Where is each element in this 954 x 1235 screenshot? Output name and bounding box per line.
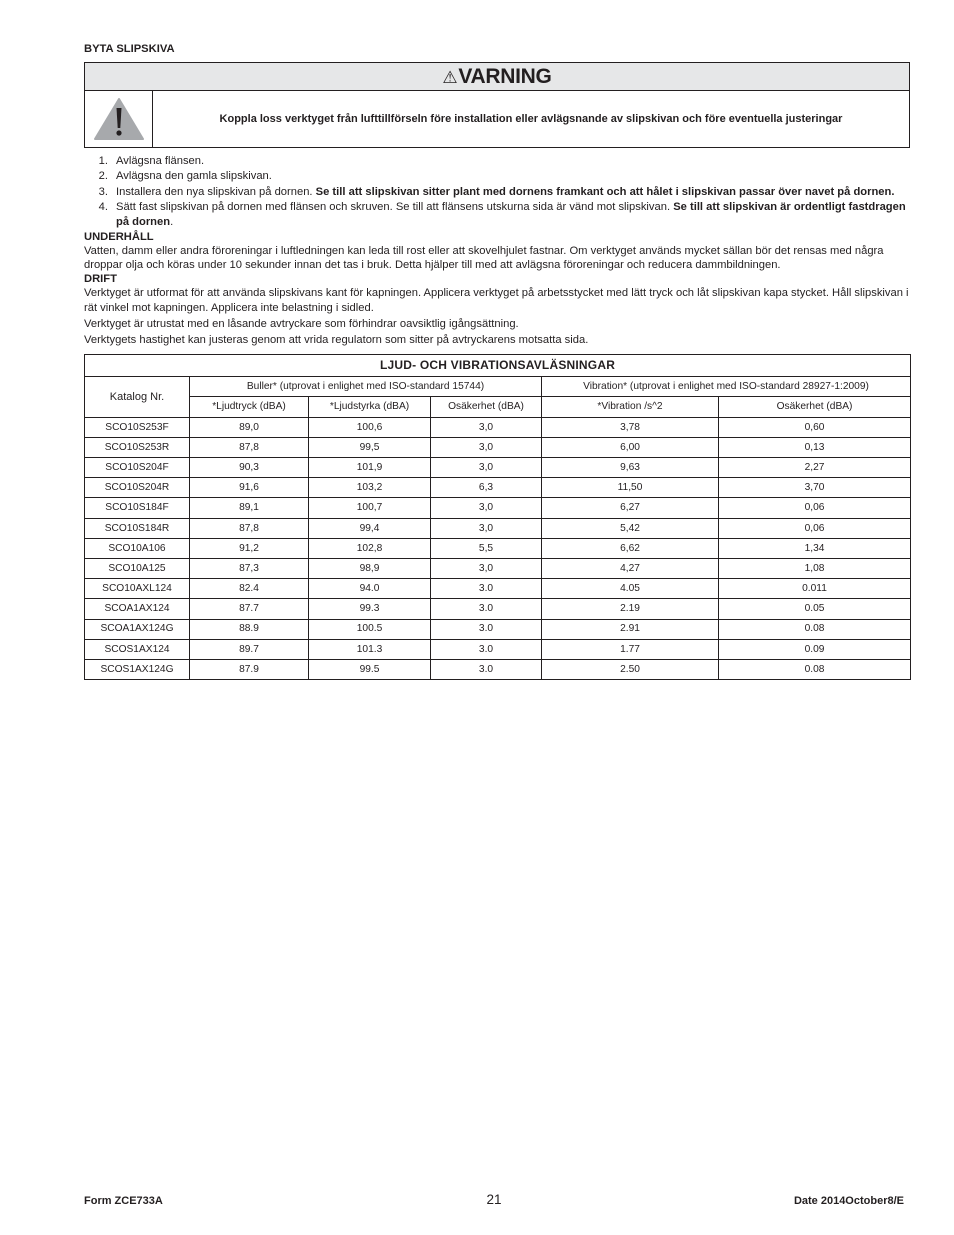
underhall-heading: UNDERHÅLL [84, 231, 154, 244]
table-row [85, 498, 911, 518]
value-cell: 0.08 [719, 619, 911, 639]
value-cell: 88.9 [190, 619, 309, 639]
value-cell: 103,2 [309, 478, 431, 498]
table-row [85, 659, 911, 679]
table-row [85, 538, 911, 558]
table-row [85, 599, 911, 619]
step-text-tail: . [170, 215, 174, 228]
value-cell: 87,3 [190, 558, 309, 578]
drift-paragraph: Verktyget är utformat för att använda slipskivans kant för kapningen. Applicera verktyget på arbetsstycket med lätt tryck och låt slipskivan kapa stycket. Håll slipskivan i rät vinkel mot kapningen. Applicera inte belastning i sidled. [84, 287, 909, 314]
katalog-cell: SCOA1AX124G [85, 619, 190, 639]
value-cell: 3.0 [431, 599, 542, 619]
katalog-cell: SCO10S184R [85, 518, 190, 538]
sub-header: *Vibration /s^2 [542, 397, 719, 417]
value-cell: 99,5 [309, 437, 431, 457]
sub-header: Osäkerhet (dBA) [431, 397, 542, 417]
value-cell: 90,3 [190, 458, 309, 478]
step-text [116, 185, 910, 199]
vibration-header: Vibration* (utprovat i enlighet med ISO-standard 28927-1:2009) [542, 377, 911, 397]
step-text-plain: Installera den nya slipskivan på dornen. [116, 185, 316, 198]
table-body [85, 417, 911, 679]
value-cell: 3.0 [431, 619, 542, 639]
value-cell: 3.0 [431, 659, 542, 679]
table-row [85, 579, 911, 599]
value-cell: 87,8 [190, 518, 309, 538]
value-cell: 0,60 [719, 417, 911, 437]
steps-list [84, 154, 910, 229]
value-cell: 2.50 [542, 659, 719, 679]
katalog-cell: SCO10S253F [85, 417, 190, 437]
value-cell: 3,0 [431, 518, 542, 538]
value-cell: 3,0 [431, 498, 542, 518]
step-text [116, 200, 910, 229]
step-text-bold: Se till att slipskivan är ordentligt fastdragen på dornen [116, 201, 906, 228]
value-cell: 9,63 [542, 458, 719, 478]
value-cell: 3,70 [719, 478, 911, 498]
katalog-cell: SCO10S184F [85, 498, 190, 518]
drift-paragraph: Verktygets hastighet kan justeras genom att vrida regulatorn som sitter på avtryckarens motsatta sida. [84, 334, 589, 347]
value-cell: 91,2 [190, 538, 309, 558]
value-cell: 6,62 [542, 538, 719, 558]
step-number: 4. [98, 201, 108, 214]
sound-vibration-table [84, 354, 911, 680]
value-cell: 100,6 [309, 417, 431, 437]
page-content [84, 42, 910, 680]
warning-box [84, 62, 910, 148]
table-row [85, 417, 911, 437]
value-cell: 2.91 [542, 619, 719, 639]
value-cell: 3,0 [431, 558, 542, 578]
value-cell: 1,34 [719, 538, 911, 558]
katalog-cell: SCOA1AX124 [85, 599, 190, 619]
value-cell: 11,50 [542, 478, 719, 498]
step-item [84, 185, 910, 199]
sub-header: *Ljudstyrka (dBA) [309, 397, 431, 417]
value-cell: 102,8 [309, 538, 431, 558]
value-cell: 1,08 [719, 558, 911, 578]
value-cell: 0.05 [719, 599, 911, 619]
table-row [85, 558, 911, 578]
value-cell: 91,6 [190, 478, 309, 498]
value-cell: 0.011 [719, 579, 911, 599]
buller-header: Buller* (utprovat i enlighet med ISO-standard 15744) [190, 377, 542, 397]
underhall-text: Vatten, damm eller andra föroreningar i luftledningen kan leda till rost eller att skovelhjulet fastnar. Om verktyget används mycket sällan bör det rensas med några droppar olja och köras under 10 sekunder innan det tas i bruk. Detta hjälper till med att avlägsna föroreningar och reducera dammbildningen. [84, 245, 884, 272]
step-number: 3. [98, 185, 108, 198]
value-cell: 2,27 [719, 458, 911, 478]
step-text-bold: Se till att slipskivan sitter plant med dornens framkant och att hålet i slipskivan passar över navet på dornen. [315, 185, 895, 198]
value-cell: 3.0 [431, 639, 542, 659]
exclamation-triangle-icon [93, 97, 145, 141]
value-cell: 89,1 [190, 498, 309, 518]
value-cell: 6,3 [431, 478, 542, 498]
warning-triangle-icon: ⚠ [442, 68, 458, 87]
table-title: LJUD- OCH VIBRATIONSAVLÄSNINGAR [85, 355, 911, 377]
value-cell: 3,78 [542, 417, 719, 437]
value-cell: 0.08 [719, 659, 911, 679]
warning-text: Koppla loss verktyget från lufttillförseln före installation eller avlägsnande av slipskivan och före eventuella justeringar [219, 112, 843, 125]
value-cell: 89,0 [190, 417, 309, 437]
value-cell: 6,00 [542, 437, 719, 457]
value-cell: 99.3 [309, 599, 431, 619]
value-cell: 3,0 [431, 458, 542, 478]
sub-header: Osäkerhet (dBA) [719, 397, 911, 417]
step-text [116, 169, 910, 183]
value-cell: 99.5 [309, 659, 431, 679]
warning-header [85, 63, 909, 91]
value-cell: 89.7 [190, 639, 309, 659]
step-item [84, 200, 910, 229]
katalog-cell: SCO10S204R [85, 478, 190, 498]
katalog-cell: SCO10S253R [85, 437, 190, 457]
step-item [84, 169, 910, 183]
katalog-cell: SCO10AXL124 [85, 579, 190, 599]
value-cell: 0,13 [719, 437, 911, 457]
katalog-cell: SCO10A106 [85, 538, 190, 558]
value-cell: 100,7 [309, 498, 431, 518]
katalog-header: Katalog Nr. [85, 377, 190, 417]
step-text-plain: Avlägsna den gamla slipskivan. [116, 170, 272, 183]
value-cell: 98,9 [309, 558, 431, 578]
value-cell: 101,9 [309, 458, 431, 478]
value-cell: 1.77 [542, 639, 719, 659]
value-cell: 99,4 [309, 518, 431, 538]
step-item [84, 154, 910, 168]
value-cell: 5,42 [542, 518, 719, 538]
value-cell: 82.4 [190, 579, 309, 599]
step-number: 2. [98, 170, 108, 183]
value-cell: 100.5 [309, 619, 431, 639]
katalog-cell: SCOS1AX124G [85, 659, 190, 679]
value-cell: 6,27 [542, 498, 719, 518]
section-title: BYTA SLIPSKIVA [84, 43, 175, 55]
step-text [116, 154, 910, 168]
value-cell: 2.19 [542, 599, 719, 619]
katalog-cell: SCO10A125 [85, 558, 190, 578]
value-cell: 0,06 [719, 518, 911, 538]
table-row [85, 437, 911, 457]
warning-icon-cell [85, 91, 153, 147]
value-cell: 5,5 [431, 538, 542, 558]
value-cell: 94.0 [309, 579, 431, 599]
value-cell: 4,27 [542, 558, 719, 578]
sub-header: *Ljudtryck (dBA) [190, 397, 309, 417]
table-row [85, 478, 911, 498]
drift-heading: DRIFT [84, 273, 117, 286]
katalog-cell: SCO10S204F [85, 458, 190, 478]
table-row [85, 639, 911, 659]
drift-paragraph: Verktyget är utrustat med en låsande avtryckare som förhindrar oavsiktlig igångsättning. [84, 317, 519, 330]
page-footer [84, 1191, 904, 1211]
value-cell: 4.05 [542, 579, 719, 599]
value-cell: 87,8 [190, 437, 309, 457]
step-text-plain: Sätt fast slipskivan på dornen med flänsen och skruven. Se till att flänsens utskurna sida är vänd mot slipskivan. [116, 201, 674, 214]
step-number: 1. [98, 155, 108, 167]
warning-heading: VARNING [458, 65, 552, 88]
value-cell: 87.9 [190, 659, 309, 679]
table-row [85, 518, 911, 538]
table-row [85, 458, 911, 478]
value-cell: 3,0 [431, 437, 542, 457]
footer-form: Form ZCE733A [84, 1195, 163, 1207]
table-row [85, 619, 911, 639]
value-cell: 101.3 [309, 639, 431, 659]
katalog-cell: SCOS1AX124 [85, 639, 190, 659]
footer-date: Date 2014October8/E [793, 1195, 904, 1207]
value-cell: 3,0 [431, 417, 542, 437]
warning-body [85, 91, 909, 147]
value-cell: 3.0 [431, 579, 542, 599]
step-text-plain: Avlägsna flänsen. [116, 155, 205, 167]
value-cell: 0,06 [719, 498, 911, 518]
value-cell: 0.09 [719, 639, 911, 659]
value-cell: 87.7 [190, 599, 309, 619]
page-number: 21 [486, 1192, 502, 1207]
